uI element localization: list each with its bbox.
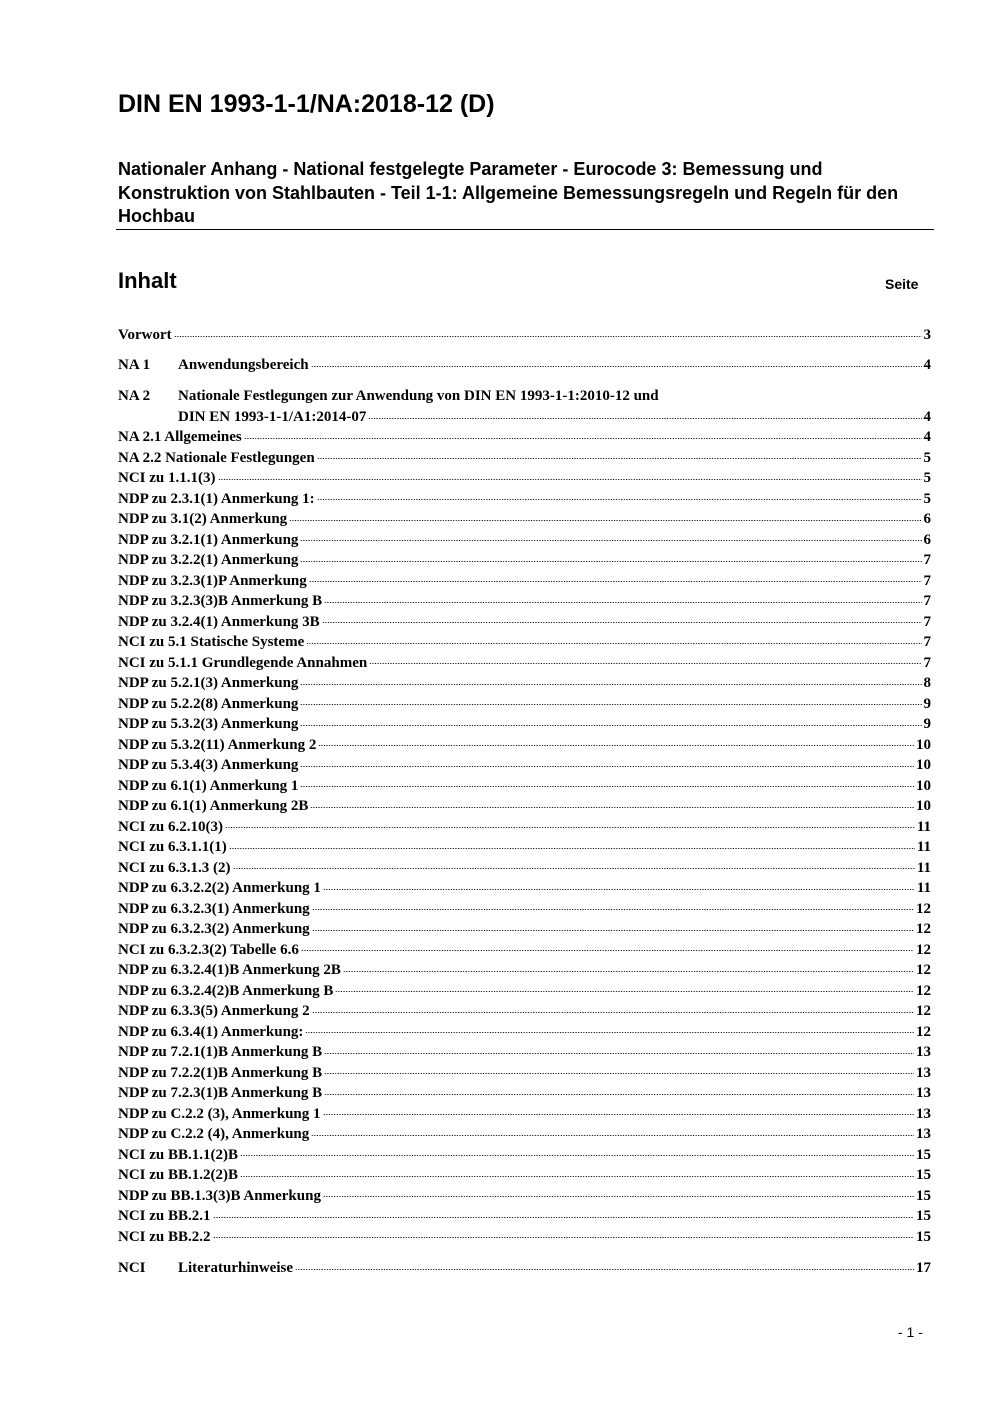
toc-entry-text: NDP zu 6.3.4(1) Anmerkung: xyxy=(118,1023,304,1040)
toc-entry[interactable] xyxy=(118,550,931,570)
toc-entry-text: NDP zu BB.1.3(3)B Anmerkung xyxy=(118,1187,321,1204)
toc-entry-page: 3 xyxy=(923,327,931,343)
toc-entry-text: Literaturhinweise xyxy=(178,1260,293,1276)
toc-leader-dots xyxy=(244,434,922,442)
toc-entry-text: NDP zu 3.2.2(1) Anmerkung xyxy=(118,552,299,568)
toc-entry[interactable] xyxy=(118,468,931,488)
toc-leader-dots xyxy=(300,783,914,791)
toc-leader-dots xyxy=(229,844,915,852)
toc-entry[interactable] xyxy=(118,1063,931,1083)
toc-entry-page: 15 xyxy=(916,1208,931,1224)
toc-entry[interactable] xyxy=(118,714,931,734)
toc-entry-text: NCI zu 6.3.2.3(2) Tabelle 6.6 xyxy=(118,941,299,958)
toc-entry-text: NA 2.2 Nationale Festlegungen xyxy=(118,449,315,466)
toc-entry[interactable] xyxy=(118,448,931,468)
toc-entry-page: 7 xyxy=(923,654,931,671)
toc-entry[interactable] xyxy=(118,858,931,878)
toc-entry[interactable] xyxy=(118,427,931,447)
toc-entry-text: NDP zu 5.3.2(11) Anmerkung 2 xyxy=(118,736,317,753)
toc-leader-dots xyxy=(289,516,921,524)
toc-entry-page: 17 xyxy=(916,1260,931,1276)
toc-entry-text: NDP zu C.2.2 (3), Anmerkung 1 xyxy=(118,1105,321,1122)
toc-leader-dots xyxy=(300,680,921,688)
toc-entry-page: 10 xyxy=(916,736,931,753)
toc-entry[interactable] xyxy=(118,735,931,755)
toc-leader-dots xyxy=(225,824,915,832)
toc-entry[interactable] xyxy=(118,1206,931,1226)
toc-entry[interactable] xyxy=(118,1083,931,1103)
page-column-label: Seite xyxy=(885,276,919,292)
toc-entry-number: NCI xyxy=(118,1260,146,1276)
toc-entry-number: NA 2 xyxy=(118,388,151,404)
toc-entry-page: 13 xyxy=(916,1085,931,1101)
toc-entry-page: 11 xyxy=(916,880,931,896)
toc-leader-dots xyxy=(306,639,921,647)
toc-entry-page: 13 xyxy=(916,1126,931,1142)
toc-leader-dots xyxy=(309,578,922,586)
toc-entry-page: 12 xyxy=(916,1023,931,1040)
toc-entry-page: 9 xyxy=(923,716,931,732)
toc-entry[interactable] xyxy=(118,899,931,919)
toc-entry-text: NDP zu 6.1(1) Anmerkung 2B xyxy=(118,798,309,814)
toc-leader-dots xyxy=(343,967,914,975)
toc-entry-text: NDP zu 3.2.3(3)B Anmerkung B xyxy=(118,593,323,609)
toc-entry-page: 10 xyxy=(916,757,931,773)
toc-entry[interactable] xyxy=(118,1104,931,1124)
toc-entry-page: 5 xyxy=(923,470,931,486)
toc-entry-page: 13 xyxy=(916,1044,931,1060)
toc-entry[interactable] xyxy=(118,1042,931,1062)
toc-entry-text: NCI zu BB.2.2 xyxy=(118,1228,211,1245)
toc-entry-text: NCI zu BB.1.2(2)B xyxy=(118,1167,239,1183)
toc-entry-page: 4 xyxy=(923,409,931,425)
toc-entry[interactable] xyxy=(118,591,931,611)
page-number: - 1 - xyxy=(898,1324,923,1340)
toc-entry-page: 9 xyxy=(923,695,931,712)
toc-entry-page: 7 xyxy=(923,593,931,609)
toc-entry-number: NA 1 xyxy=(118,357,151,373)
toc-entry-page: 5 xyxy=(923,490,931,507)
toc-entry-page: 12 xyxy=(916,900,931,917)
toc-entry-text: Nationale Festlegungen zur Anwendung von DIN EN 1993-1-1:2010-12 und xyxy=(178,388,659,404)
toc-leader-dots xyxy=(311,362,922,370)
toc-entry-text: NDP zu 3.2.1(1) Anmerkung xyxy=(118,531,299,548)
toc-entry[interactable] xyxy=(118,489,931,509)
toc-entry[interactable] xyxy=(118,1001,931,1021)
toc-entry-text: NDP zu 6.3.2.4(2)B Anmerkung B xyxy=(118,982,334,999)
toc-entry-text: NA 2.1 Allgemeines xyxy=(118,429,242,445)
toc-leader-dots xyxy=(335,988,914,996)
toc-entry-page: 12 xyxy=(916,1003,931,1019)
toc-leader-dots xyxy=(300,721,921,729)
toc-leader-dots xyxy=(312,926,914,934)
toc-leader-dots xyxy=(300,701,921,709)
toc-entry[interactable] xyxy=(118,940,931,960)
toc-entry[interactable] xyxy=(118,878,931,898)
toc-entry-page: 10 xyxy=(916,777,931,794)
toc-entry[interactable] xyxy=(118,632,931,652)
toc-leader-dots xyxy=(317,496,922,504)
toc-entry-page: 11 xyxy=(916,859,931,876)
toc-entry-text: NDP zu 3.2.4(1) Anmerkung 3B xyxy=(118,613,320,630)
document-subtitle: Nationaler Anhang - National festgelegte Parameter - Eurocode 3: Bemessung und Konstruktion von Stahlbauten - Teil 1-1: Allgemeine Bemessungsregeln und Regeln für den Hochbau xyxy=(118,159,899,226)
toc-entry[interactable] xyxy=(118,1186,931,1206)
toc-entry-na2-line1[interactable] xyxy=(118,386,659,406)
toc-entry-page: 7 xyxy=(923,552,931,568)
toc-entry-text: Anwendungsbereich xyxy=(178,357,309,373)
toc-leader-dots xyxy=(240,1172,914,1180)
toc-leader-dots xyxy=(368,414,921,422)
toc-leader-dots xyxy=(312,906,914,914)
toc-entry-na1[interactable] xyxy=(118,355,931,375)
toc-entry-text: NDP zu 6.3.3(5) Anmerkung 2 xyxy=(118,1003,310,1019)
toc-leader-dots xyxy=(295,1265,914,1273)
toc-leader-dots xyxy=(213,1213,914,1221)
toc-entry-page: 11 xyxy=(916,839,931,855)
toc-entry[interactable] xyxy=(118,1227,931,1247)
toc-entry[interactable] xyxy=(118,571,931,591)
toc-entry-page: 4 xyxy=(923,429,931,445)
toc-entry-page: 15 xyxy=(916,1146,931,1163)
toc-leader-dots xyxy=(324,1090,914,1098)
toc-leader-dots xyxy=(213,1234,914,1242)
toc-leader-dots xyxy=(310,803,914,811)
toc-entry-page: 11 xyxy=(916,818,931,835)
toc-leader-dots xyxy=(323,1111,914,1119)
toc-entry-page: 15 xyxy=(916,1187,931,1204)
toc-entry-page: 7 xyxy=(923,634,931,650)
toc-entry-text: NDP zu 5.3.4(3) Anmerkung xyxy=(118,757,299,773)
toc-leader-dots xyxy=(300,762,914,770)
toc-entry-vorwort[interactable] xyxy=(118,325,931,345)
toc-entry[interactable] xyxy=(118,653,931,673)
toc-entry[interactable] xyxy=(118,1145,931,1165)
toc-entry-page: 12 xyxy=(916,941,931,958)
toc-entry-text: NDP zu 3.2.3(1)P Anmerkung xyxy=(118,572,307,589)
toc-leader-dots xyxy=(300,537,921,545)
toc-entry-text: NCI zu 5.1 Statische Systeme xyxy=(118,634,305,650)
toc-entry-text: DIN EN 1993-1-1/A1:2014-07 xyxy=(178,409,367,425)
toc-entry-page: 4 xyxy=(923,357,931,373)
toc-leader-dots xyxy=(317,455,922,463)
toc-entry-text: NDP zu 5.2.2(8) Anmerkung xyxy=(118,695,299,712)
toc-entry-text: NCI zu 6.3.1.3 (2) xyxy=(118,859,231,876)
toc-entry-text: NCI zu BB.1.1(2)B xyxy=(118,1146,239,1163)
toc-entry-text: NDP zu 6.3.2.4(1)B Anmerkung 2B xyxy=(118,962,341,978)
contents-heading: Inhalt xyxy=(118,268,177,293)
toc-leader-dots xyxy=(323,885,915,893)
toc-entry-text: NCI zu 6.2.10(3) xyxy=(118,818,223,835)
document-title: DIN EN 1993-1-1/NA:2018-12 (D) xyxy=(118,90,495,118)
toc-entry-text: NCI zu BB.2.1 xyxy=(118,1208,211,1224)
toc-entry[interactable] xyxy=(118,1124,931,1144)
toc-entry-page: 8 xyxy=(923,675,931,691)
toc-entry[interactable] xyxy=(118,796,931,816)
toc-leader-dots xyxy=(300,557,921,565)
toc-entry[interactable] xyxy=(118,509,931,529)
toc-entry-text: NDP zu 7.2.3(1)B Anmerkung B xyxy=(118,1085,323,1101)
toc-entry[interactable] xyxy=(118,612,931,632)
toc-entry[interactable] xyxy=(118,755,931,775)
toc-entry-text: NDP zu 6.3.2.2(2) Anmerkung 1 xyxy=(118,880,321,896)
toc-entry[interactable] xyxy=(118,776,931,796)
toc-entry-page: 13 xyxy=(916,1064,931,1081)
toc-entry-page: 10 xyxy=(916,798,931,814)
toc-entry-text: NDP zu 5.3.2(3) Anmerkung xyxy=(118,716,299,732)
toc-entry-text: NCI zu 5.1.1 Grundlegende Annahmen xyxy=(118,654,368,671)
toc-leader-dots xyxy=(311,1131,914,1139)
toc-leader-dots xyxy=(324,1070,914,1078)
toc-entry-text: NDP zu 2.3.1(1) Anmerkung 1: xyxy=(118,490,315,507)
toc-entry-text: NDP zu 7.2.2(1)B Anmerkung B xyxy=(118,1064,323,1081)
toc-entry-page: 12 xyxy=(916,982,931,999)
toc-entry-text: NDP zu 5.2.1(3) Anmerkung xyxy=(118,675,299,691)
toc-entry-page: 13 xyxy=(916,1105,931,1122)
toc-leader-dots xyxy=(174,332,922,340)
toc-leader-dots xyxy=(322,619,922,627)
toc-entry-text: NCI zu 6.3.1.1(1) xyxy=(118,839,227,855)
toc-entry-page: 6 xyxy=(923,511,931,527)
toc-entry[interactable] xyxy=(118,960,931,980)
toc-entry-text: NDP zu 7.2.1(1)B Anmerkung B xyxy=(118,1044,323,1060)
toc-entry[interactable] xyxy=(118,694,931,714)
toc-entry[interactable] xyxy=(118,981,931,1001)
toc-entry-text: NCI zu 1.1.1(3) xyxy=(118,470,216,486)
toc-entry-page: 6 xyxy=(923,531,931,548)
toc-leader-dots xyxy=(369,660,921,668)
toc-leader-dots xyxy=(324,1049,914,1057)
toc-entry-text: NDP zu 6.3.2.3(1) Anmerkung xyxy=(118,900,310,917)
toc-leader-dots xyxy=(233,865,915,873)
toc-entry-text: NDP zu C.2.2 (4), Anmerkung xyxy=(118,1126,310,1142)
toc-entry[interactable] xyxy=(118,530,931,550)
toc-entry-page: 12 xyxy=(916,962,931,978)
toc-leader-dots xyxy=(240,1152,914,1160)
toc-entry-literatur[interactable] xyxy=(118,1258,931,1278)
toc-entry[interactable] xyxy=(118,1165,931,1185)
toc-entry-page: 7 xyxy=(923,613,931,630)
toc-entry-text: NDP zu 3.1(2) Anmerkung xyxy=(118,511,288,527)
toc-leader-dots xyxy=(318,742,914,750)
toc-entry[interactable] xyxy=(118,817,931,837)
toc-entry-page: 12 xyxy=(916,921,931,937)
toc-leader-dots xyxy=(323,1193,914,1201)
toc-leader-dots xyxy=(324,598,921,606)
title-divider xyxy=(116,229,934,230)
toc-entry-page: 5 xyxy=(923,449,931,466)
toc-leader-dots xyxy=(305,1029,914,1037)
toc-entry-page: 15 xyxy=(916,1167,931,1183)
toc-entry[interactable] xyxy=(118,1022,931,1042)
toc-entry-page: 7 xyxy=(923,572,931,589)
toc-leader-dots xyxy=(218,475,922,483)
toc-entry[interactable] xyxy=(118,837,931,857)
toc-entry-page: 15 xyxy=(916,1228,931,1245)
toc-leader-dots xyxy=(301,947,914,955)
toc-entry-text: NDP zu 6.3.2.3(2) Anmerkung xyxy=(118,921,310,937)
toc-entry[interactable] xyxy=(118,673,931,693)
toc-entry[interactable] xyxy=(118,919,931,939)
toc-entry-na2-line2[interactable] xyxy=(118,407,931,427)
toc-entry-text: Vorwort xyxy=(118,327,172,343)
toc-entry-text: NDP zu 6.1(1) Anmerkung 1 xyxy=(118,777,299,794)
toc-leader-dots xyxy=(312,1008,914,1016)
